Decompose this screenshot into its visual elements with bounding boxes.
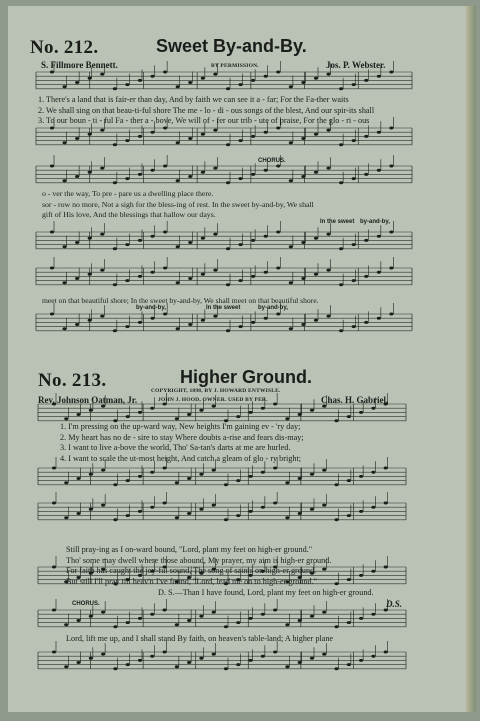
- verse-line: o - ver the way, To pre - pare us a dwelling place there.: [42, 189, 214, 198]
- staff-bass: [36, 221, 412, 250]
- hymn-213-number: No. 213.: [38, 370, 107, 391]
- verse-line: Still pray-ing as I on-ward bound, "Lord, plant my feet on high-er ground.": [66, 545, 313, 554]
- hymn-213-title: Higher Ground.: [180, 367, 312, 387]
- verse-line: 3. To our boun - ti - ful Fa - ther a - bove, We will of - fer our trib - ute of praise, For the glo - ri - ous: [38, 116, 370, 126]
- hymn-212-second-system: [42, 189, 314, 221]
- hymn-213-composer: Chas. H. Gabriel.: [321, 395, 389, 405]
- hymn-212-author: S. Fillmore Bennett.: [41, 60, 118, 70]
- verse-line: 2. My heart has no de - sire to stay Where doubts a-rise and fears dis-may;: [60, 432, 304, 442]
- bass-echo: by-and-by,: [136, 305, 166, 311]
- staff-treble: [36, 257, 412, 286]
- verse-line: gift of His love, And the blessings that hallow our days.: [42, 210, 216, 220]
- hymn-213-chorus-label: CHORUS.: [72, 601, 100, 607]
- hymn-213-ds-line: D. S.—Than I have found, Lord, plant my feet on high-er ground.: [158, 588, 374, 597]
- staff-treble: [36, 155, 412, 184]
- hymn-212-chorus-label: CHORUS.: [258, 158, 286, 164]
- hymn-213-copyright: COPYRIGHT, 1898, BY J. HOWARD ENTWISLE.: [151, 388, 281, 394]
- hymn-212-title: Sweet By-and-By.: [156, 36, 307, 56]
- hymn-212-composer: Jos. P. Webster.: [326, 60, 386, 70]
- verse-line: 1. I'm pressing on the up-ward way, New heights I'm gaining ev - 'ry day;: [60, 422, 301, 431]
- verse-line: sor - row no more, Not a sigh for the bless-ing of rest. In the sweet by-and-by, We shall: [42, 199, 314, 209]
- hymn-212-verses: [38, 95, 374, 127]
- staff-treble: [38, 492, 406, 521]
- bass-echo: by-and-by,: [258, 305, 288, 311]
- hymn-213-second-system: [66, 545, 331, 587]
- hymn-212-number: No. 212.: [30, 37, 99, 58]
- hymn-213-verses: [60, 422, 304, 464]
- hymn-212-permission: BY PERMISSION.: [211, 63, 259, 69]
- bass-echo: by-and-by,: [360, 219, 390, 225]
- hymn-212-third-line: meet on that beautiful shore; In the sweet by-and-by, We shall meet on that beautiful shore.: [42, 296, 319, 305]
- verse-line: 4. I want to scale the ut-most height, And catch a gleam of glo - ry bright;: [60, 453, 302, 463]
- staff-bass: [38, 641, 406, 670]
- bass-echo: In the sweet: [206, 305, 241, 311]
- hymn-213-ds-mark: D.S.: [386, 599, 403, 609]
- hymnal-page: [8, 6, 476, 712]
- verse-line: But still I'll pray till heav'n I've found, "Lord, lead me on to high-er ground.": [66, 576, 317, 586]
- bass-echo: In the sweet: [320, 219, 355, 225]
- verse-line: Tho' some may dwell where those abound, My prayer, my aim is high-er ground.: [66, 555, 332, 565]
- book-spine-edge: [466, 6, 476, 712]
- verse-line: 3. I want to live a-bove the world, Tho' Sa-tan's darts at me are hurled.: [60, 443, 291, 453]
- verse-line: 1. There's a land that is fair-er than day, And by faith we can see it a - far; For the Fa-ther waits: [38, 95, 349, 104]
- hymn-213-chorus-line: Lord, lift me up, and I shall stand By faith, on heaven's table-land; A higher plane: [66, 634, 334, 643]
- hymn-213-author: Rev. Johnson Oatman, Jr.: [38, 395, 138, 405]
- hymn-213-owner: JOHN J. HOOD, OWNER. USED BY PER.: [158, 397, 268, 403]
- verse-line: 2. We shall sing on that beau-ti-ful shore The me - lo - di - ous songs of the blest, And our spir-its shall: [38, 105, 375, 115]
- verse-line: For faith has caught the joy-ful sound, The song of saints on high-er ground.: [66, 566, 317, 576]
